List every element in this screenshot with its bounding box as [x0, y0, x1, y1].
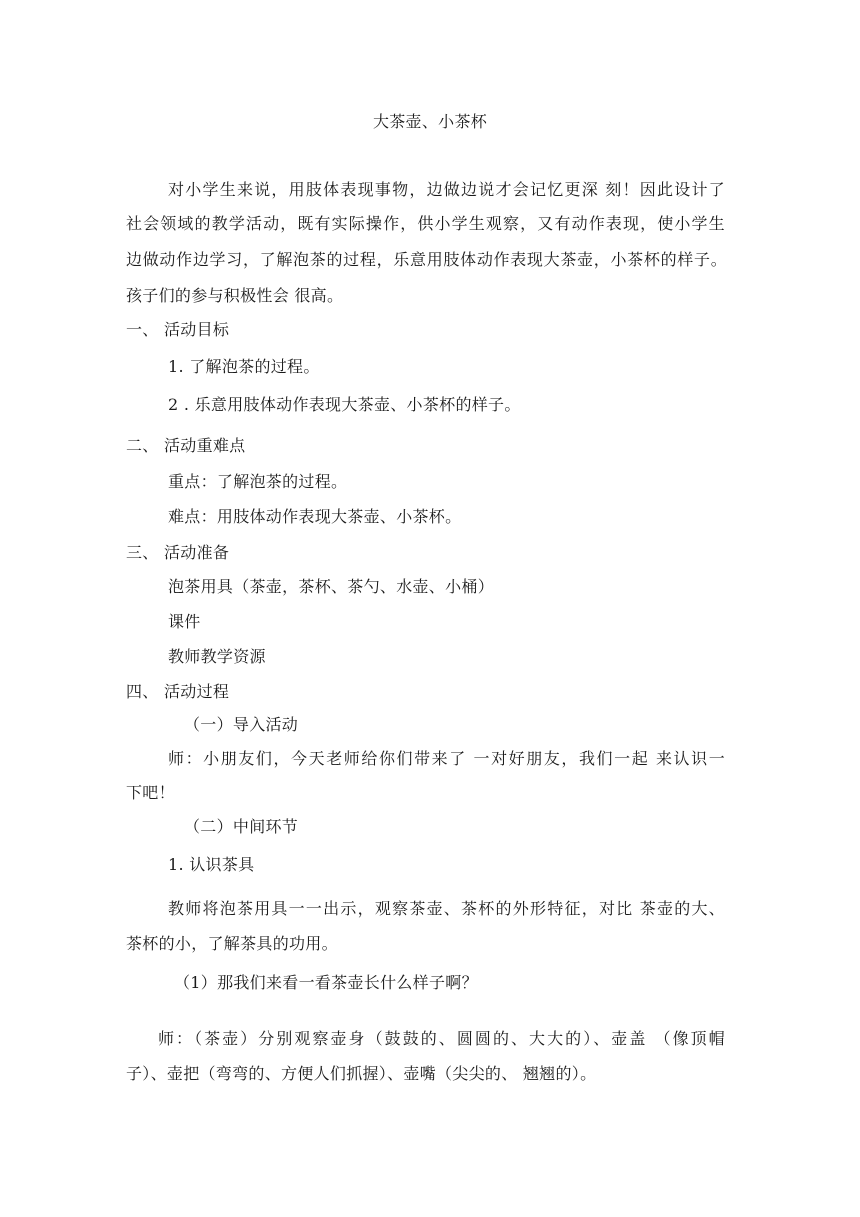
step-1-heading: 1. 认识茶具: [168, 855, 255, 874]
question-1: （1）那我们来看一看茶壶长什么样子啊？: [174, 973, 478, 992]
prep-item-1: 泡茶用具（茶壶，茶杯、茶勺、水壶、小桶）: [168, 577, 495, 596]
section-heading-key-points: 二、 活动重难点: [126, 436, 246, 455]
intro-line-3: 边做动作边学习，了解泡茶的过程，乐意用肢体动作表现大茶壶，小茶杯的样子。: [126, 250, 727, 269]
key-point: 重点：了解泡茶的过程。: [168, 472, 348, 491]
intro-line-1: 对小学生来说，用肢体表现事物，边做边说才会记忆更深 刻！因此设计了: [168, 180, 725, 199]
teacher-line-2: 师：（茶壶）分别观察壶身（鼓鼓的、圆圆的、大大的）、壶盖 （像顶帽: [158, 1029, 725, 1048]
intro-line-2: 社会领域的教学活动，既有实际操作，供小学生观察，又有动作表现，使小学生: [126, 214, 725, 233]
section-heading-goals: 一、 活动目标: [126, 320, 230, 339]
step-1-line-2: 茶杯的小，了解茶具的功用。: [126, 934, 338, 953]
document-title: 大茶壶、小茶杯: [372, 112, 488, 131]
subheading-intro-activity: （一）导入活动: [184, 715, 299, 734]
section-heading-preparation: 三、 活动准备: [126, 543, 230, 562]
subheading-middle-stage: （二）中间环节: [184, 817, 299, 836]
difficult-point: 难点：用肢体动作表现大茶壶、小茶杯。: [168, 507, 462, 526]
goal-item-1: 1. 了解泡茶的过程。: [168, 357, 320, 376]
teacher-line-2-cont: 子）、壶把（弯弯的、方便人们抓握）、壶嘴（尖尖的、 翘翘的）。: [126, 1064, 597, 1083]
teacher-line-1: 师：小朋友们，今天老师给你们带来了 一对好朋友，我们一起 来认识一: [168, 749, 725, 768]
step-1-line-1: 教师将泡茶用具一一出示，观察茶壶、茶杯的外形特征，对比 茶壶的大、: [168, 899, 725, 918]
teacher-line-1-cont: 下吧！: [126, 783, 175, 802]
intro-line-4: 孩子们的参与积极性会 很高。: [126, 286, 344, 305]
section-heading-process: 四、 活动过程: [126, 682, 230, 701]
prep-item-2: 课件: [168, 612, 201, 631]
prep-item-3: 教师教学资源: [168, 647, 266, 666]
goal-item-2: 2 . 乐意用肢体动作表现大茶壶、小茶杯的样子。: [168, 395, 521, 414]
